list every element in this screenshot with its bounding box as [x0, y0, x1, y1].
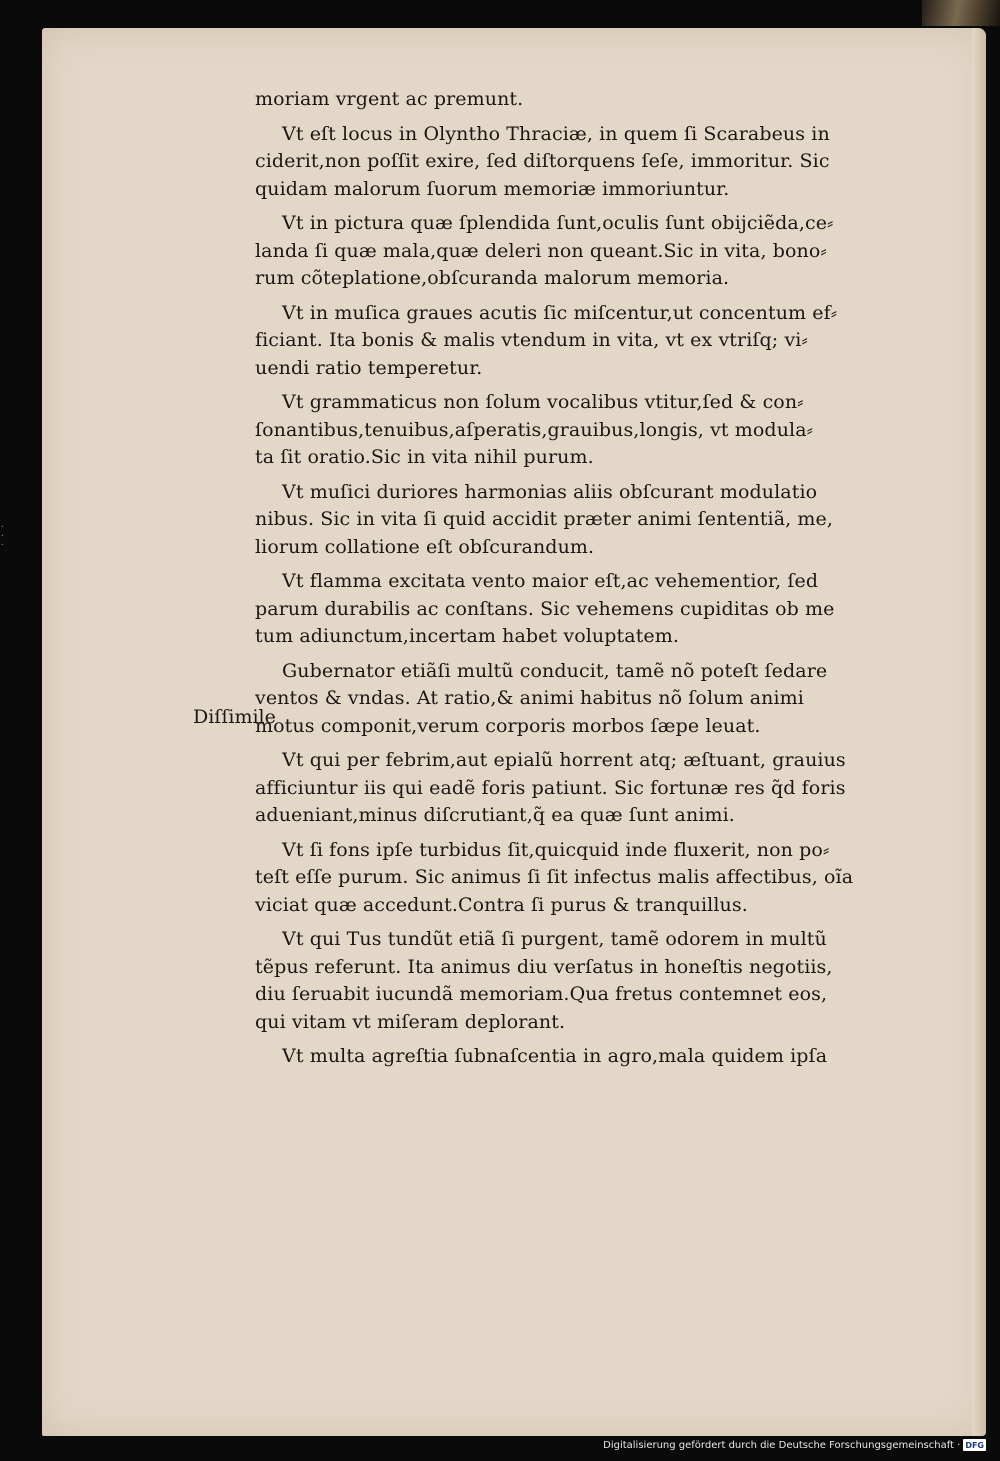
paragraph — [255, 210, 955, 293]
margin-note: Diſſimile — [193, 706, 276, 728]
text-line: quidam malorum ſuorum memoriæ immoriuntur. — [255, 177, 730, 200]
paragraph — [255, 568, 955, 651]
text-line: afficiuntur iis qui eadẽ foris patiunt. Sic fortunæ res q̃d foris — [255, 776, 846, 799]
text-line: liorum collatione eſt obſcurandum. — [255, 535, 595, 558]
text-line: Vt grammaticus non ſolum vocalibus vtitur,ſed & con⸗ — [282, 391, 804, 413]
text-line: ta ſit oratio.Sic in vita nihil purum. — [255, 446, 594, 468]
text-line: teſt eſſe purum. Sic animus ſi ſit infectus malis affectibus, oĩa — [255, 866, 854, 888]
text-line: Vt in pictura quæ ſplendida ſunt,oculis ſunt obijciẽda,ce⸗ — [282, 212, 834, 234]
text-line: Vt in muſica graues acutis ſic miſcentur,ut concentum ef⸗ — [282, 301, 838, 324]
gutter-marks: · · · — [0, 522, 15, 549]
text-line: adueniant,minus diſcrutiant,q̃ ea quæ ſunt animi. — [255, 804, 735, 826]
text-line: ficiant. Ita bonis & malis vtendum in vita, vt ex vtriſq; vi⸗ — [255, 329, 808, 351]
text-line: Vt qui Tus tundũt etiã ſi purgent, tamẽ odorem in multũ — [282, 928, 827, 950]
paragraph — [255, 300, 955, 383]
paragraph — [255, 479, 955, 562]
text-line: ſonantibus,tenuibus,aſperatis,grauibus,longis, vt modula⸗ — [255, 418, 814, 441]
text-line: Vt ſi fons ipſe turbidus ſit,quicquid inde fluxerit, non po⸗ — [282, 838, 830, 861]
paragraph — [255, 926, 955, 1036]
paragraph — [255, 86, 955, 114]
paragraph — [255, 837, 955, 920]
text-line: Vt qui per febrim,aut epialũ horrent atq; æſtuant, grauius — [282, 749, 846, 771]
paragraph — [255, 121, 955, 204]
text-line: tum adiunctum,incertam habet voluptatem. — [255, 625, 680, 647]
text-line: diu ſeruabit iucundã memoriam.Qua fretus contemnet eos, — [255, 983, 828, 1005]
page-edge — [972, 28, 986, 1436]
page-text — [255, 86, 955, 1078]
text-line: Vt multa agreſtia ſubnaſcentia in agro,mala quidem ipſa — [282, 1045, 828, 1067]
paragraph — [255, 1043, 955, 1071]
paragraph — [255, 389, 955, 472]
footer — [603, 1437, 986, 1453]
text-line: Vt flamma excitata vento maior eſt,ac vehementior, ſed — [282, 570, 819, 592]
dfg-logo: DFG — [965, 1440, 984, 1450]
text-line: motus componit,verum corporis morbos ſæpe leuat. — [255, 714, 761, 737]
text-line: uendi ratio temperetur. — [255, 356, 483, 379]
book-corner — [922, 0, 1000, 26]
text-line: parum durabilis ac conſtans. Sic vehemens cupiditas ob me — [255, 597, 835, 620]
text-line: Vt muſici duriores harmonias aliis obſcurant modulatio — [282, 480, 818, 503]
text-line: qui vitam vt miſeram deplorant. — [255, 1010, 566, 1033]
text-line: moriam vrgent ac premunt. — [255, 88, 524, 110]
text-line: viciat quæ accedunt.Contra ſi purus & tranquillus. — [255, 893, 748, 916]
text-line: Vt eſt locus in Olyntho Thraciæ, in quem ſi Scarabeus in — [282, 122, 830, 145]
text-line: ventos & vndas. At ratio,& animi habitus nõ ſolum animi — [255, 687, 804, 709]
text-line: Gubernator etiãſi multũ conducit, tamẽ nõ poteſt ſedare — [282, 659, 828, 682]
text-line: tẽpus referunt. Ita animus diu verſatus in honeſtis negotiis, — [255, 955, 833, 978]
text-line: ciderit,non poſſit exire, ſed diſtorquens ſeſe, immoritur. Sic — [255, 150, 830, 172]
footer-credit: Digitalisierung gefördert durch die Deutsche Forschungsgemeinschaft · — [603, 1439, 961, 1451]
text-line: rum cõteplatione,obſcuranda malorum memoria. — [255, 267, 730, 289]
text-line: nibus. Sic in vita ſi quid accidit præter animi ſententiã, me, — [255, 508, 834, 530]
paragraph — [255, 658, 955, 741]
paragraph — [255, 747, 955, 830]
text-line: landa ſi quæ mala,quæ deleri non queant.Sic in vita, bono⸗ — [255, 239, 827, 262]
